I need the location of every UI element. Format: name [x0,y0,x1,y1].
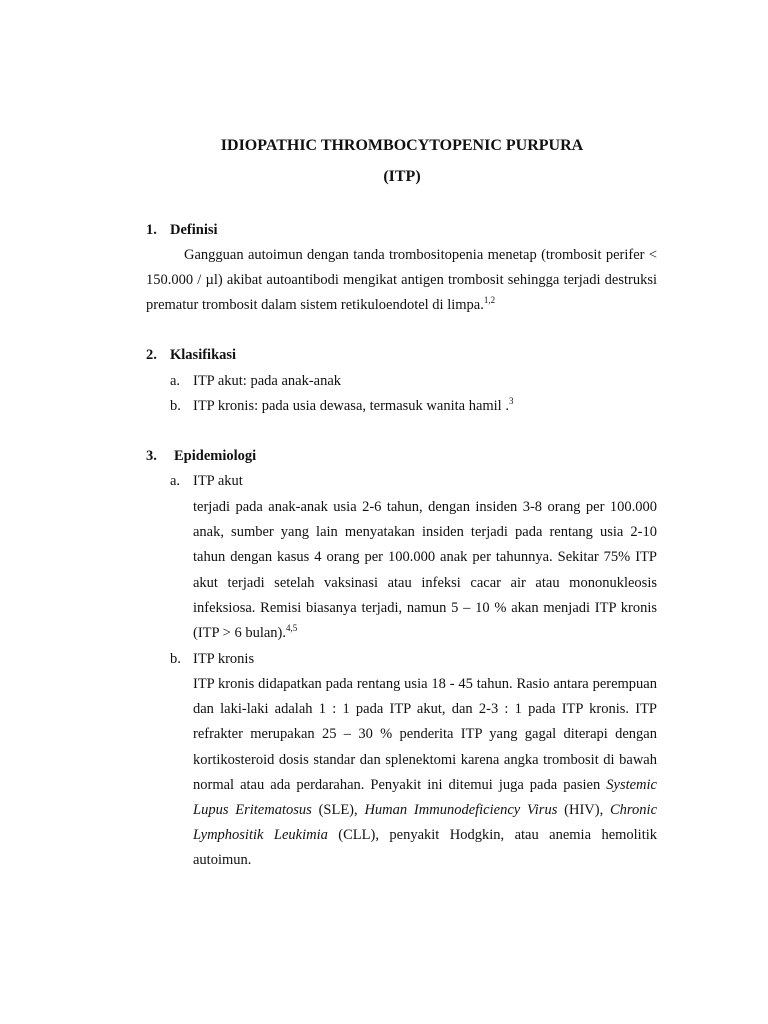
itp-kronis-paragraph [193,672,657,874]
definisi-text: Gangguan autoimun dengan tanda trombositopenia menetap (trombosit perifer < 150.000 / µl) akibat autoantibodi mengikat antigen trombosit sehingga terjadi destruksi prematur trombosit dalam sistem retikuloendotel di limpa. [146,247,657,314]
abbr-hiv: (HIV), [564,802,604,819]
document-title-abbreviation: (ITP) [383,168,421,185]
section-title: Epidemiologi [174,448,257,464]
list-item-title: ITP kronis [193,651,255,667]
itp-kronis-text: ITP kronis didapatkan pada rentang usia 18 - 45 tahun. Rasio antara perempuan dan laki-laki adalah 1 : 1 pada ITP akut, dan 2-3 : 1 pada ITP kronis. ITP refrakter merupakan 25 – 30 % penderita ITP yang gagal diterapi dengan kortikosteroid dosis standar dan splenektomi karena angka trombosit di bawah normal atau ada perdarahan. Penyakit ini ditemui juga pada pasien [193,676,657,793]
term-cll: Chronic Lymphositik Leukimia [193,802,658,844]
section-heading-klasifikasi [146,347,236,364]
citation-ref: 3 [508,396,514,407]
list-item-text: ITP akut: pada anak-anak [193,373,342,389]
list-item-title: ITP akut [193,473,243,489]
citation-ref: 1,2 [483,295,496,306]
abbr-cll: (CLL), [338,827,379,844]
list-marker: b. [170,398,181,414]
section-heading-epidemiologi [146,448,256,465]
list-item [170,473,243,490]
term-sle: Systemic Lupus Eritematosus [193,776,657,819]
list-item [170,651,254,668]
section-number: 2. [146,347,157,363]
list-item-text: ITP kronis: pada usia dewasa, termasuk wanita hamil . [193,398,509,414]
section-number: 3. [146,448,157,464]
itp-akut-paragraph [193,495,657,646]
section-number: 1. [146,222,157,238]
term-hiv: Human Immunodeficiency Virus [364,802,558,819]
itp-kronis-text-end: penyakit Hodgkin, atau anemia hemolitik autoimun. [193,827,658,869]
list-item [170,398,513,415]
section-title: Klasifikasi [170,347,237,363]
section-heading-definisi [146,222,218,239]
abbr-sle: (SLE), [318,802,358,819]
definisi-paragraph [146,243,657,319]
list-marker: a. [170,473,181,489]
document-title: IDIOPATHIC THROMBOCYTOPENIC PURPURA [220,137,584,154]
list-marker: b. [170,651,181,667]
citation-ref: 4,5 [286,623,298,634]
itp-akut-text: terjadi pada anak-anak usia 2-6 tahun, dengan insiden 3-8 orang per 100.000 anak, sumber yang lain menyatakan insiden terjadi pada rentang usia 2-10 tahun dengan kasus 4 orang per 100.000 anak per tahunnya. Sekitar 75% ITP akut terjadi setelah vaksinasi atau infeksi cacar air atau mononukleosis infeksiosa. Remisi biasanya terjadi, namun 5 – 10 % akan menjadi ITP kronis (ITP > 6 bulan). [193,499,657,642]
section-title: Definisi [170,222,218,238]
list-item [170,373,341,390]
list-marker: a. [170,373,181,389]
